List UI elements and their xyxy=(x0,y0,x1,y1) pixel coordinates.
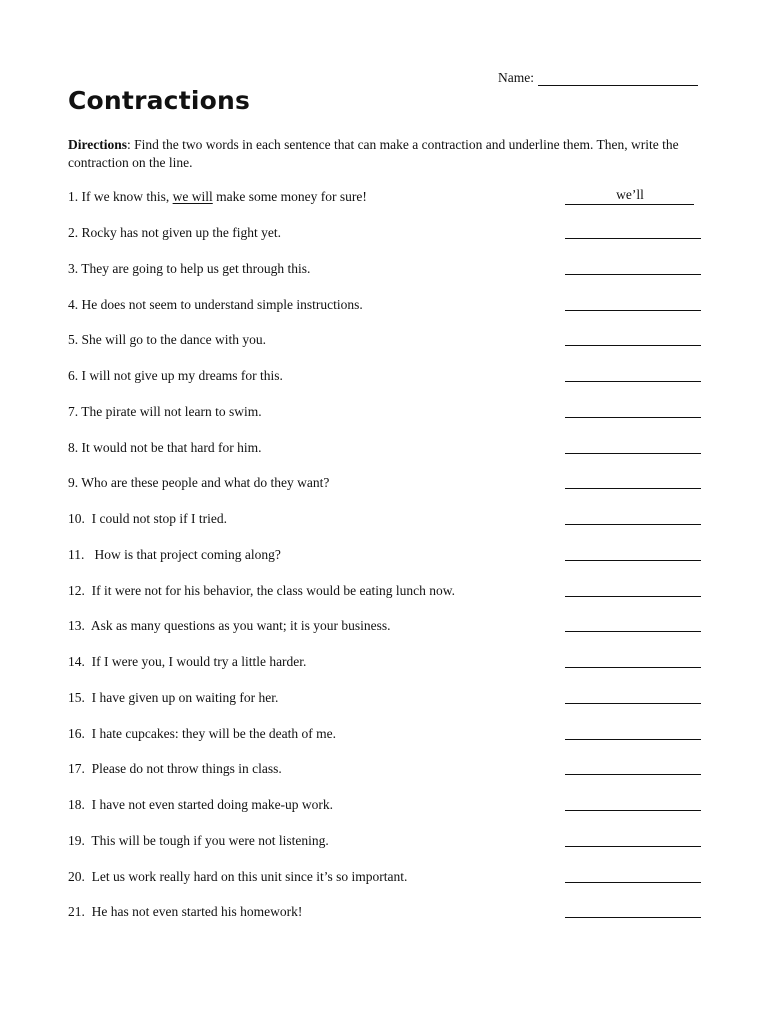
answer-line[interactable] xyxy=(565,381,701,382)
answer-line[interactable] xyxy=(565,310,701,311)
question-text: 14. If I were you, I would try a little harder. xyxy=(68,654,307,669)
question-row xyxy=(68,332,701,352)
answer-line[interactable] xyxy=(565,667,701,668)
answer-line[interactable] xyxy=(565,810,701,811)
question-text xyxy=(68,189,367,205)
answer-line[interactable] xyxy=(565,238,701,239)
question-row xyxy=(68,797,701,817)
question-text: 18. I have not even started doing make-up work. xyxy=(68,797,334,812)
answer-line[interactable] xyxy=(565,703,701,704)
answer-line[interactable] xyxy=(565,917,701,918)
question-text: 7. The pirate will not learn to swim. xyxy=(68,403,262,419)
question-row xyxy=(68,475,701,495)
question-text: 9. Who are these people and what do they want? xyxy=(68,475,330,491)
name-line[interactable] xyxy=(538,71,698,86)
question-row xyxy=(68,261,701,281)
question-row xyxy=(68,225,701,245)
answer-line[interactable] xyxy=(565,560,701,561)
answer-line[interactable] xyxy=(565,631,701,632)
question-row xyxy=(68,404,701,424)
question-text: 20. Let us work really hard on this unit since it’s so important. xyxy=(68,868,408,884)
question-text: 11. How is that project coming along? xyxy=(68,546,281,562)
answer-line[interactable] xyxy=(565,846,701,847)
name-label: Name: xyxy=(498,70,534,85)
question-row xyxy=(68,583,701,603)
answer-line[interactable] xyxy=(565,774,701,775)
example-after: make some money for sure! xyxy=(212,189,367,204)
question-text: 2. Rocky has not given up the fight yet. xyxy=(68,225,281,240)
answer-line[interactable] xyxy=(565,274,701,275)
question-text: 19. This will be tough if you were not listening. xyxy=(68,832,329,848)
question-text: 5. She will go to the dance with you. xyxy=(68,332,266,348)
question-row xyxy=(68,690,701,710)
answer-line[interactable] xyxy=(565,417,701,418)
question-text: 8. It would not be that hard for him. xyxy=(68,439,262,455)
question-text: 10. I could not stop if I tried. xyxy=(68,511,227,526)
question-row xyxy=(68,618,701,638)
name-field xyxy=(498,70,698,86)
question-text: 16. I hate cupcakes: they will be the death of me. xyxy=(68,725,337,741)
answer-line[interactable] xyxy=(565,204,694,205)
question-row xyxy=(68,440,701,460)
example-underlined: we will xyxy=(172,189,213,204)
answer-line[interactable] xyxy=(565,488,701,489)
directions xyxy=(68,136,708,172)
directions-text: : Find the two words in each sentence that can make a contraction and underline them. Then, write the contraction on the line. xyxy=(68,137,679,170)
question-row xyxy=(68,368,701,388)
directions-label: Directions xyxy=(68,137,127,152)
answer-line[interactable] xyxy=(565,739,701,740)
question-row xyxy=(68,726,701,746)
question-row xyxy=(68,297,701,317)
question-text: 17. Please do not throw things in class. xyxy=(68,761,282,777)
answer-line[interactable] xyxy=(565,596,701,597)
answer-line[interactable] xyxy=(565,882,701,883)
question-text: 6. I will not give up my dreams for this. xyxy=(68,368,283,383)
question-text: 3. They are going to help us get through this. xyxy=(68,260,311,276)
question-row xyxy=(68,511,701,531)
answer-line[interactable] xyxy=(565,524,701,525)
question-text: 12. If it were not for his behavior, the class would be eating lunch now. xyxy=(68,582,455,598)
page-title: Contractions xyxy=(68,86,251,115)
question-text: 4. He does not seem to understand simple instructions. xyxy=(68,296,363,312)
question-row xyxy=(68,833,701,853)
question-row xyxy=(68,547,701,567)
example-before: 1. If we know this, xyxy=(68,189,173,204)
question-row xyxy=(68,761,701,781)
question-row xyxy=(68,869,701,889)
answer-line[interactable] xyxy=(565,453,701,454)
question-text: 13. Ask as many questions as you want; it is your business. xyxy=(68,618,391,634)
question-text: 21. He has not even started his homework! xyxy=(68,904,303,920)
question-row-example xyxy=(68,189,701,209)
question-row xyxy=(68,654,701,674)
question-row xyxy=(68,904,701,924)
question-text: 15. I have given up on waiting for her. xyxy=(68,689,279,705)
example-answer: we’ll xyxy=(616,187,644,202)
answer-line[interactable] xyxy=(565,345,701,346)
